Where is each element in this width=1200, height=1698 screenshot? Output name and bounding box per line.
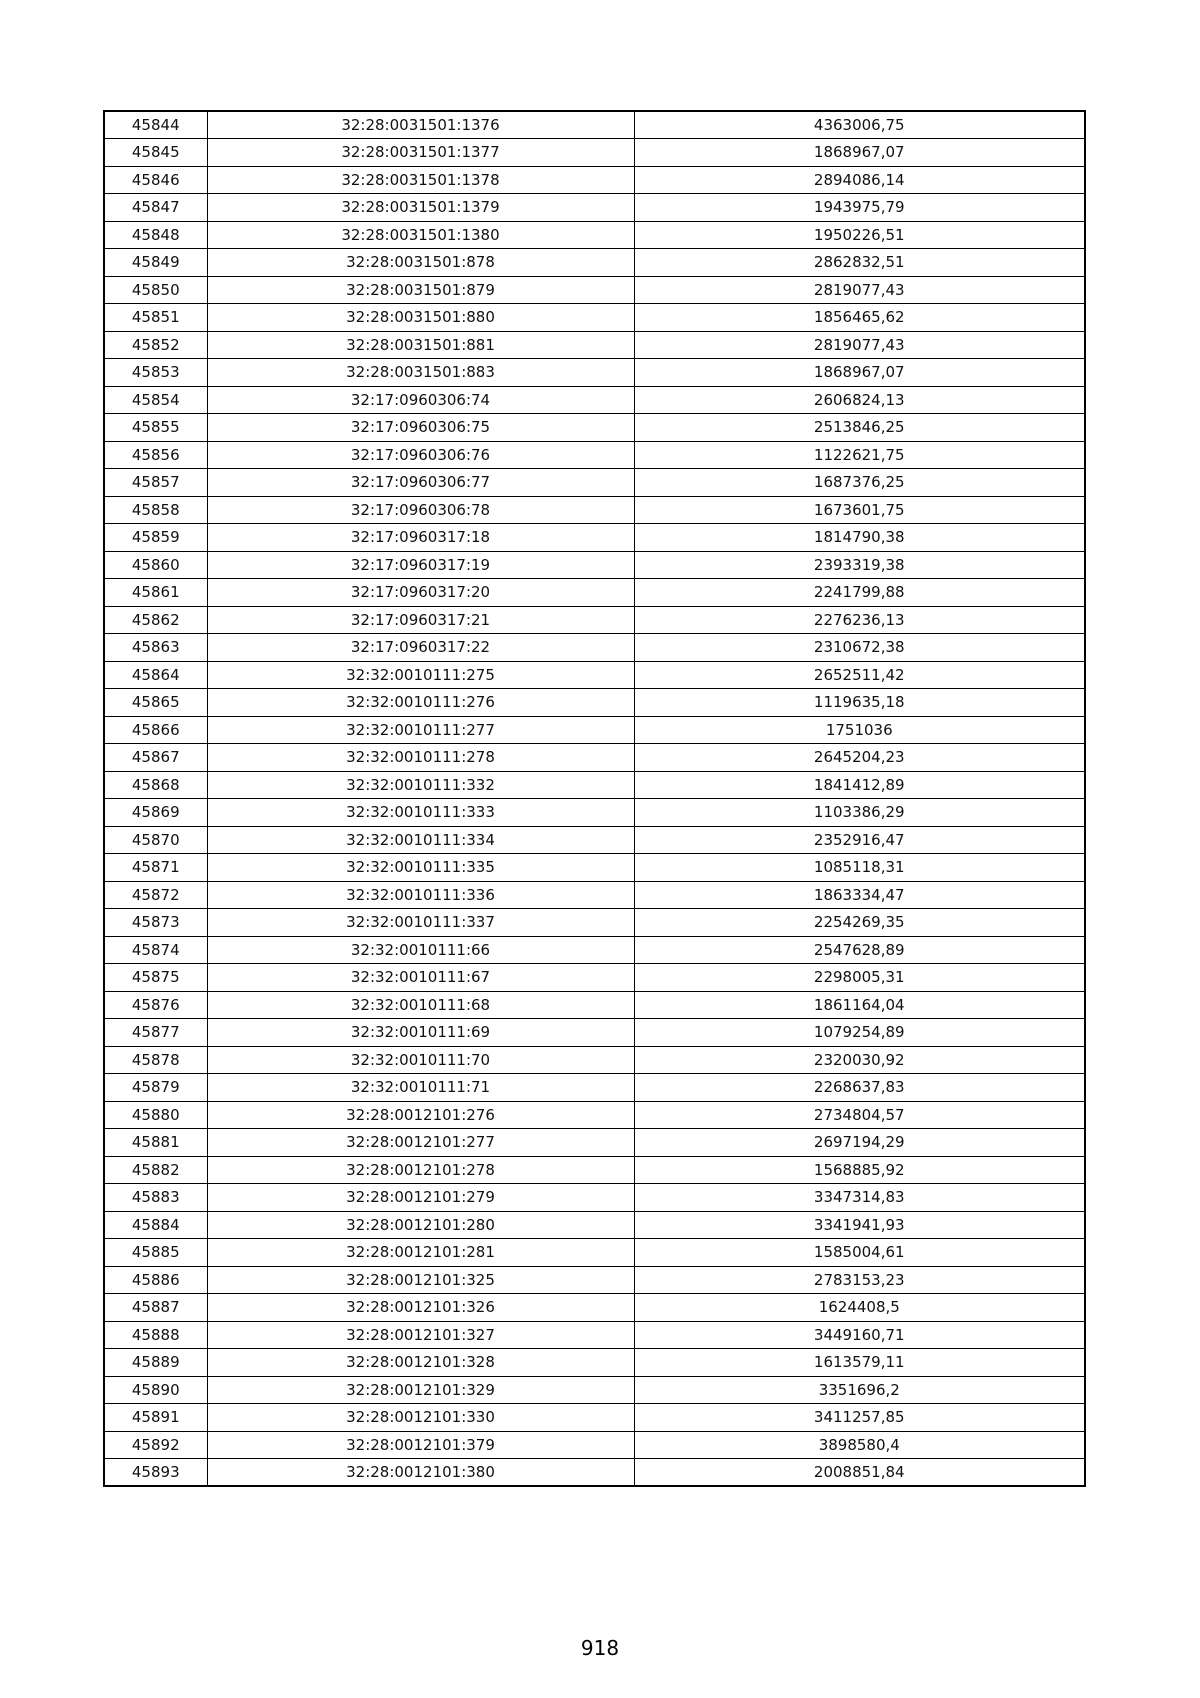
row-number-cell: 45885	[104, 1239, 207, 1267]
cadastral-number-cell: 32:28:0012101:330	[207, 1404, 634, 1432]
value-cell: 1085118,31	[634, 854, 1085, 882]
cadastral-number-cell: 32:32:0010111:275	[207, 661, 634, 689]
cadastral-number-cell: 32:17:0960317:22	[207, 634, 634, 662]
row-number-cell: 45854	[104, 386, 207, 414]
cadastral-number-cell: 32:32:0010111:69	[207, 1019, 634, 1047]
row-number-cell: 45867	[104, 744, 207, 772]
row-number-cell: 45849	[104, 249, 207, 277]
row-number-cell: 45872	[104, 881, 207, 909]
row-number-cell: 45844	[104, 111, 207, 139]
cadastral-number-cell: 32:28:0012101:278	[207, 1156, 634, 1184]
cadastral-number-cell: 32:32:0010111:68	[207, 991, 634, 1019]
row-number-cell: 45855	[104, 414, 207, 442]
row-number-cell: 45862	[104, 606, 207, 634]
cadastral-number-cell: 32:17:0960306:78	[207, 496, 634, 524]
cadastral-value-table	[103, 110, 1086, 1487]
row-number-cell: 45861	[104, 579, 207, 607]
table-row	[104, 469, 1085, 497]
table-row	[104, 1184, 1085, 1212]
table-row	[104, 496, 1085, 524]
cadastral-number-cell: 32:32:0010111:71	[207, 1074, 634, 1102]
table-body	[104, 111, 1085, 1486]
value-cell: 2645204,23	[634, 744, 1085, 772]
value-cell: 1751036	[634, 716, 1085, 744]
cadastral-number-cell: 32:28:0031501:878	[207, 249, 634, 277]
value-cell: 2352916,47	[634, 826, 1085, 854]
row-number-cell: 45858	[104, 496, 207, 524]
value-cell: 1568885,92	[634, 1156, 1085, 1184]
table-row	[104, 386, 1085, 414]
cadastral-number-cell: 32:17:0960317:20	[207, 579, 634, 607]
row-number-cell: 45852	[104, 331, 207, 359]
cadastral-number-cell: 32:17:0960317:18	[207, 524, 634, 552]
row-number-cell: 45891	[104, 1404, 207, 1432]
cadastral-number-cell: 32:28:0031501:1376	[207, 111, 634, 139]
value-cell: 1868967,07	[634, 359, 1085, 387]
table-row	[104, 991, 1085, 1019]
table-row	[104, 1349, 1085, 1377]
row-number-cell: 45848	[104, 221, 207, 249]
cadastral-number-cell: 32:28:0012101:279	[207, 1184, 634, 1212]
table-row	[104, 1239, 1085, 1267]
table-row	[104, 1376, 1085, 1404]
row-number-cell: 45856	[104, 441, 207, 469]
table-row	[104, 771, 1085, 799]
value-cell: 3341941,93	[634, 1211, 1085, 1239]
table-row	[104, 551, 1085, 579]
value-cell: 2894086,14	[634, 166, 1085, 194]
cadastral-number-cell: 32:28:0031501:881	[207, 331, 634, 359]
value-cell: 3411257,85	[634, 1404, 1085, 1432]
table-row	[104, 1211, 1085, 1239]
table-row	[104, 661, 1085, 689]
row-number-cell: 45863	[104, 634, 207, 662]
value-cell: 2862832,51	[634, 249, 1085, 277]
cadastral-number-cell: 32:32:0010111:70	[207, 1046, 634, 1074]
row-number-cell: 45884	[104, 1211, 207, 1239]
cadastral-number-cell: 32:28:0031501:1379	[207, 194, 634, 222]
table-row	[104, 964, 1085, 992]
cadastral-number-cell: 32:32:0010111:278	[207, 744, 634, 772]
value-cell: 1119635,18	[634, 689, 1085, 717]
value-cell: 2276236,13	[634, 606, 1085, 634]
cadastral-number-cell: 32:32:0010111:336	[207, 881, 634, 909]
value-cell: 3449160,71	[634, 1321, 1085, 1349]
value-cell: 1673601,75	[634, 496, 1085, 524]
cadastral-number-cell: 32:32:0010111:335	[207, 854, 634, 882]
table-row	[104, 166, 1085, 194]
value-cell: 2697194,29	[634, 1129, 1085, 1157]
table-row	[104, 909, 1085, 937]
cadastral-number-cell: 32:28:0031501:880	[207, 304, 634, 332]
row-number-cell: 45866	[104, 716, 207, 744]
value-cell: 3898580,4	[634, 1431, 1085, 1459]
table-row	[104, 936, 1085, 964]
table-row	[104, 744, 1085, 772]
table-row	[104, 1129, 1085, 1157]
cadastral-number-cell: 32:17:0960317:21	[207, 606, 634, 634]
cadastral-number-cell: 32:17:0960306:77	[207, 469, 634, 497]
cadastral-number-cell: 32:32:0010111:332	[207, 771, 634, 799]
row-number-cell: 45851	[104, 304, 207, 332]
cadastral-number-cell: 32:28:0031501:879	[207, 276, 634, 304]
table-row	[104, 194, 1085, 222]
value-cell: 2652511,42	[634, 661, 1085, 689]
table-row	[104, 524, 1085, 552]
table-row	[104, 249, 1085, 277]
value-cell: 1861164,04	[634, 991, 1085, 1019]
value-cell: 2241799,88	[634, 579, 1085, 607]
row-number-cell: 45875	[104, 964, 207, 992]
value-cell: 2008851,84	[634, 1459, 1085, 1487]
row-number-cell: 45877	[104, 1019, 207, 1047]
table-row	[104, 881, 1085, 909]
table-row	[104, 1321, 1085, 1349]
value-cell: 2513846,25	[634, 414, 1085, 442]
table-row	[104, 111, 1085, 139]
row-number-cell: 45888	[104, 1321, 207, 1349]
row-number-cell: 45864	[104, 661, 207, 689]
row-number-cell: 45873	[104, 909, 207, 937]
value-cell: 2310672,38	[634, 634, 1085, 662]
table-row	[104, 799, 1085, 827]
table-row	[104, 304, 1085, 332]
page-number: 918	[580, 1636, 620, 1660]
row-number-cell: 45876	[104, 991, 207, 1019]
row-number-cell: 45887	[104, 1294, 207, 1322]
cadastral-number-cell: 32:32:0010111:333	[207, 799, 634, 827]
table-row	[104, 1019, 1085, 1047]
table-row	[104, 716, 1085, 744]
value-cell: 2298005,31	[634, 964, 1085, 992]
table-row	[104, 1459, 1085, 1487]
value-cell: 3347314,83	[634, 1184, 1085, 1212]
value-cell: 1687376,25	[634, 469, 1085, 497]
value-cell: 1814790,38	[634, 524, 1085, 552]
value-cell: 2734804,57	[634, 1101, 1085, 1129]
cadastral-number-cell: 32:17:0960306:75	[207, 414, 634, 442]
table-row	[104, 1046, 1085, 1074]
value-cell: 3351696,2	[634, 1376, 1085, 1404]
value-cell: 1079254,89	[634, 1019, 1085, 1047]
cadastral-number-cell: 32:28:0012101:281	[207, 1239, 634, 1267]
value-cell: 1122621,75	[634, 441, 1085, 469]
row-number-cell: 45846	[104, 166, 207, 194]
table-row	[104, 1266, 1085, 1294]
row-number-cell: 45890	[104, 1376, 207, 1404]
cadastral-number-cell: 32:32:0010111:276	[207, 689, 634, 717]
value-cell: 1868967,07	[634, 139, 1085, 167]
row-number-cell: 45853	[104, 359, 207, 387]
cadastral-number-cell: 32:32:0010111:66	[207, 936, 634, 964]
value-cell: 1624408,5	[634, 1294, 1085, 1322]
table-row	[104, 276, 1085, 304]
cadastral-number-cell: 32:17:0960306:76	[207, 441, 634, 469]
value-cell: 2783153,23	[634, 1266, 1085, 1294]
cadastral-number-cell: 32:28:0012101:276	[207, 1101, 634, 1129]
row-number-cell: 45847	[104, 194, 207, 222]
table-row	[104, 634, 1085, 662]
cadastral-number-cell: 32:28:0012101:325	[207, 1266, 634, 1294]
table-row	[104, 1404, 1085, 1432]
row-number-cell: 45871	[104, 854, 207, 882]
table-row	[104, 441, 1085, 469]
table-row	[104, 1156, 1085, 1184]
value-cell: 2819077,43	[634, 331, 1085, 359]
cadastral-number-cell: 32:28:0012101:328	[207, 1349, 634, 1377]
table-row	[104, 139, 1085, 167]
value-cell: 2819077,43	[634, 276, 1085, 304]
value-cell: 1950226,51	[634, 221, 1085, 249]
row-number-cell: 45893	[104, 1459, 207, 1487]
row-number-cell: 45882	[104, 1156, 207, 1184]
table-row	[104, 221, 1085, 249]
cadastral-number-cell: 32:28:0031501:1378	[207, 166, 634, 194]
value-cell: 1841412,89	[634, 771, 1085, 799]
value-cell: 2606824,13	[634, 386, 1085, 414]
cadastral-number-cell: 32:32:0010111:334	[207, 826, 634, 854]
row-number-cell: 45865	[104, 689, 207, 717]
row-number-cell: 45889	[104, 1349, 207, 1377]
table-row	[104, 331, 1085, 359]
table-row	[104, 826, 1085, 854]
cadastral-number-cell: 32:28:0012101:380	[207, 1459, 634, 1487]
cadastral-number-cell: 32:28:0012101:277	[207, 1129, 634, 1157]
cadastral-number-cell: 32:28:0012101:280	[207, 1211, 634, 1239]
value-cell: 4363006,75	[634, 111, 1085, 139]
row-number-cell: 45845	[104, 139, 207, 167]
row-number-cell: 45868	[104, 771, 207, 799]
value-cell: 1613579,11	[634, 1349, 1085, 1377]
value-cell: 2254269,35	[634, 909, 1085, 937]
row-number-cell: 45869	[104, 799, 207, 827]
table-row	[104, 1431, 1085, 1459]
row-number-cell: 45883	[104, 1184, 207, 1212]
cadastral-number-cell: 32:28:0031501:883	[207, 359, 634, 387]
cadastral-number-cell: 32:28:0012101:326	[207, 1294, 634, 1322]
table-row	[104, 414, 1085, 442]
table-row	[104, 359, 1085, 387]
table-row	[104, 606, 1085, 634]
value-cell: 1943975,79	[634, 194, 1085, 222]
row-number-cell: 45892	[104, 1431, 207, 1459]
value-cell: 2320030,92	[634, 1046, 1085, 1074]
cadastral-number-cell: 32:32:0010111:337	[207, 909, 634, 937]
table-row	[104, 1101, 1085, 1129]
cadastral-number-cell: 32:28:0012101:379	[207, 1431, 634, 1459]
table-row	[104, 854, 1085, 882]
row-number-cell: 45870	[104, 826, 207, 854]
row-number-cell: 45857	[104, 469, 207, 497]
cadastral-number-cell: 32:32:0010111:277	[207, 716, 634, 744]
value-cell: 1856465,62	[634, 304, 1085, 332]
row-number-cell: 45879	[104, 1074, 207, 1102]
cadastral-number-cell: 32:28:0031501:1377	[207, 139, 634, 167]
cadastral-number-cell: 32:32:0010111:67	[207, 964, 634, 992]
row-number-cell: 45880	[104, 1101, 207, 1129]
value-cell: 1585004,61	[634, 1239, 1085, 1267]
table-row	[104, 689, 1085, 717]
table-row	[104, 1074, 1085, 1102]
row-number-cell: 45860	[104, 551, 207, 579]
row-number-cell: 45886	[104, 1266, 207, 1294]
row-number-cell: 45874	[104, 936, 207, 964]
row-number-cell: 45859	[104, 524, 207, 552]
cadastral-number-cell: 32:28:0031501:1380	[207, 221, 634, 249]
value-cell: 1103386,29	[634, 799, 1085, 827]
row-number-cell: 45881	[104, 1129, 207, 1157]
table-row	[104, 579, 1085, 607]
cadastral-number-cell: 32:28:0012101:329	[207, 1376, 634, 1404]
cadastral-number-cell: 32:17:0960317:19	[207, 551, 634, 579]
cadastral-number-cell: 32:28:0012101:327	[207, 1321, 634, 1349]
value-cell: 2268637,83	[634, 1074, 1085, 1102]
row-number-cell: 45850	[104, 276, 207, 304]
cadastral-number-cell: 32:17:0960306:74	[207, 386, 634, 414]
row-number-cell: 45878	[104, 1046, 207, 1074]
value-cell: 2393319,38	[634, 551, 1085, 579]
table-row	[104, 1294, 1085, 1322]
value-cell: 2547628,89	[634, 936, 1085, 964]
value-cell: 1863334,47	[634, 881, 1085, 909]
